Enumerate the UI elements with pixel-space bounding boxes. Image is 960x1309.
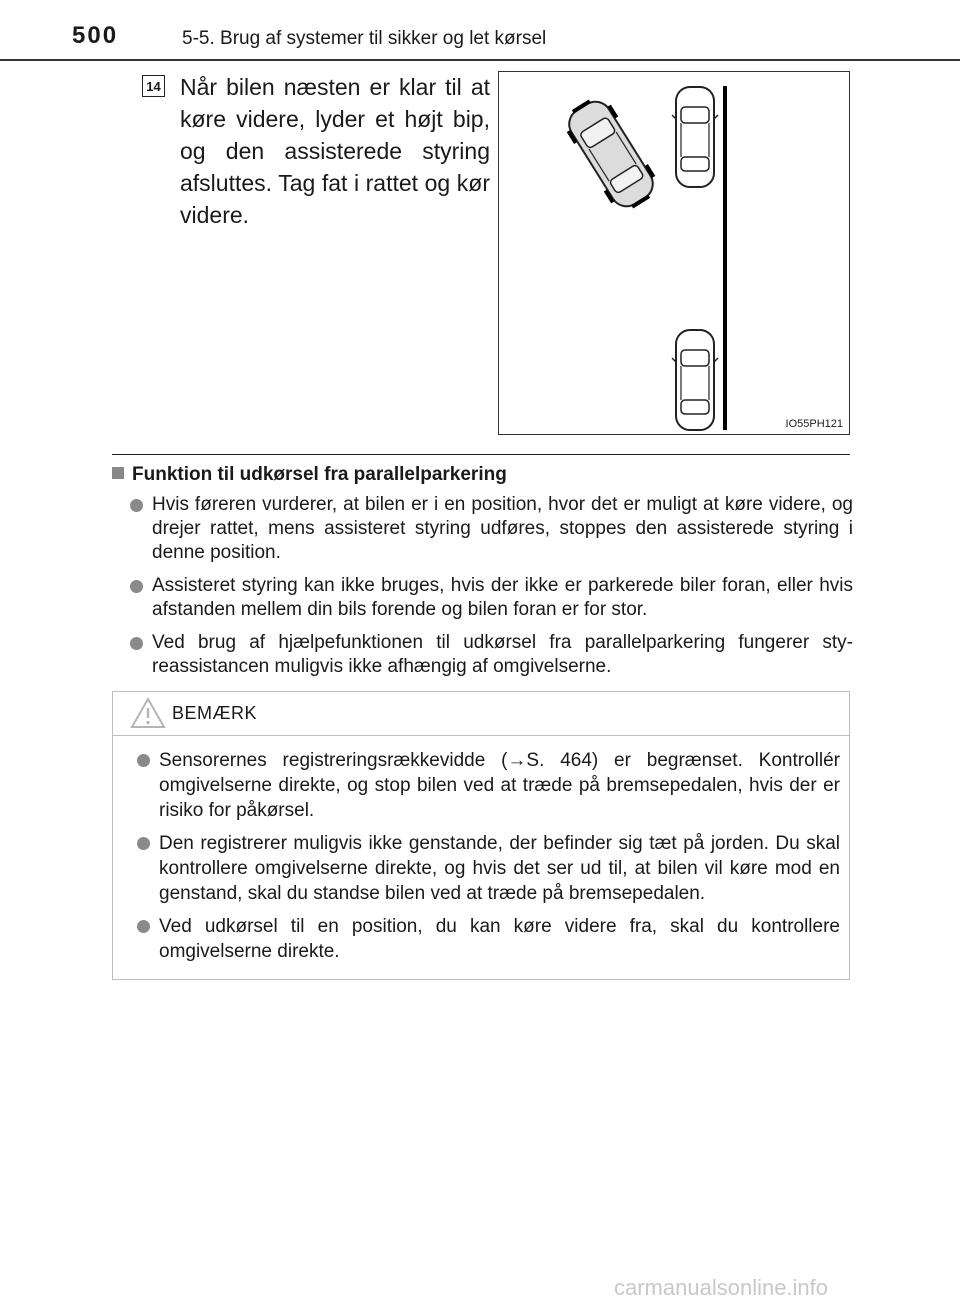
parking-illustration <box>498 71 850 435</box>
list-item-text: Den registrerer muligvis ikke genstande, der befinder sig tæt på jorden. Du skal kontrollere omgivelserne direkte, og hvis det ser ud til, at bilen vil køre mod en genstand, skal du standse bilen ved at træde på bremsepedalen. <box>159 833 840 904</box>
list-item-text: Ved udkørsel til en position, du kan køre videre fra, skal du kontrollere omgivelserne direkte. <box>159 916 840 962</box>
bullet-dot-icon <box>137 920 150 933</box>
notice-divider <box>113 735 849 736</box>
list-item <box>130 493 853 565</box>
watermark: carmanualsonline.info <box>614 1275 829 1300</box>
list-item-text: Hvis føreren vurderer, at bilen er i en position, hvor det er muligt at køre videre, og drejer rattet, mens assisteret styring udføres, stoppes den assisterede styring i denne position. <box>152 494 853 563</box>
list-item <box>130 574 853 622</box>
list-item <box>130 631 853 679</box>
warning-triangle-icon <box>130 697 166 729</box>
list-item-text: Assisteret styring kan ikke bruges, hvis der ikke er parkerede biler foran, eller hvis afstanden mellem din bils forende og bilen foran er for stor. <box>152 575 853 620</box>
section-bullets <box>130 493 853 688</box>
header-divider <box>0 59 960 61</box>
parked-car-rear <box>672 330 718 430</box>
step-number-badge: 14 <box>142 75 165 97</box>
bullet-dot-icon <box>130 580 143 593</box>
figure-code: IO55PH121 <box>785 418 843 430</box>
section-heading-text: Funktion til udkørsel fra parallelparkering <box>132 464 507 485</box>
list-item-text: Sensorernes registreringsrækkevidde (→S. 464) er begrænset. Kontrollér omgivelserne direkte, og stop bilen ved at træde på bremsepedalen, hvis der er risiko for påkørsel. <box>159 750 840 821</box>
list-item <box>137 831 840 906</box>
section-divider <box>112 454 850 455</box>
bullet-dot-icon <box>130 499 143 512</box>
bullet-dot-icon <box>137 754 150 767</box>
step-text: Når bilen næsten er klar til at køre videre, lyder et højt bip, og den assisterede styring afsluttes. Tag fat i rattet og kør videre. <box>180 74 490 228</box>
own-car <box>558 91 664 217</box>
section-heading <box>112 464 507 486</box>
notice-items <box>137 748 840 972</box>
parked-car-front <box>672 87 718 187</box>
section-title: 5-5. Brug af systemer til sikker og let kørsel <box>182 28 547 49</box>
page-number: 500 <box>72 22 119 49</box>
bullet-dot-icon <box>137 837 150 850</box>
list-item <box>137 914 840 964</box>
bullet-dot-icon <box>130 637 143 650</box>
notice-title: BEMÆRK <box>172 703 258 723</box>
list-item <box>137 748 840 823</box>
square-bullet-icon <box>112 467 124 479</box>
list-item-text: Ved brug af hjælpefunktionen til udkørsel fra parallelparkering fungerer styreassistancen muligvis ikke afhængig af omgivelserne. <box>152 632 853 677</box>
parking-diagram <box>499 72 851 436</box>
